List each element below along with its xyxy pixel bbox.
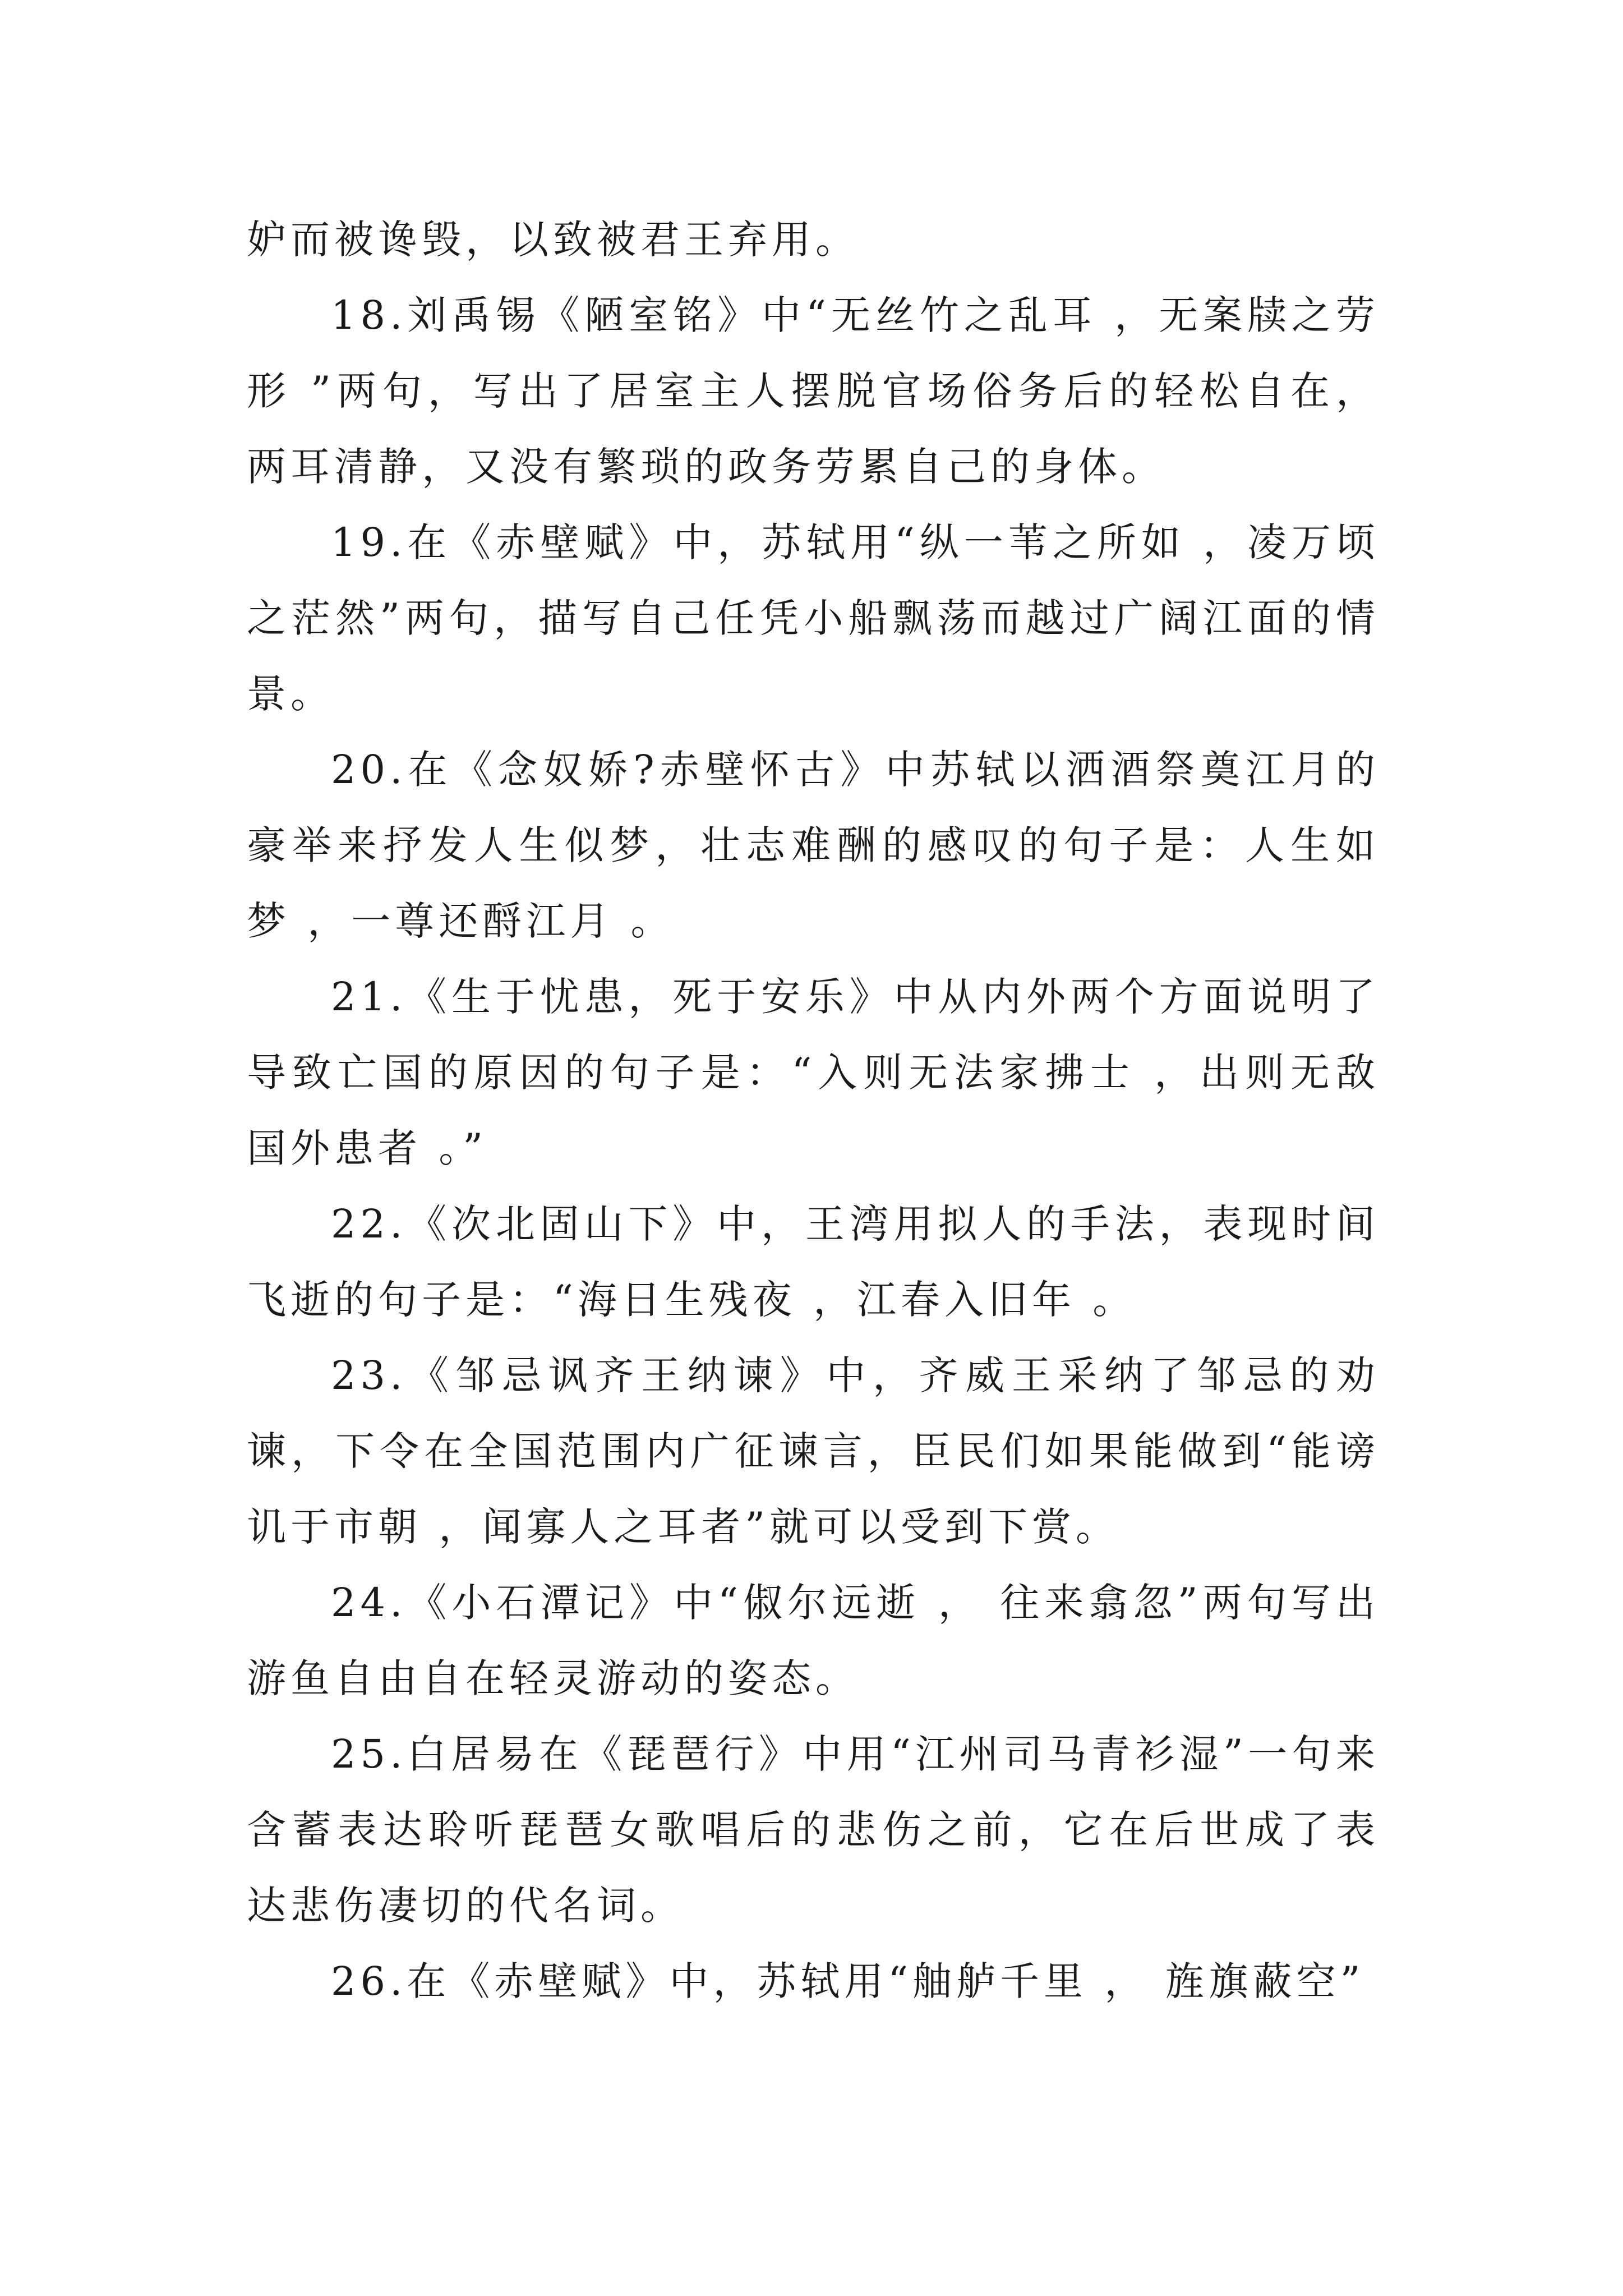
paragraph-continuation: 妒而被谗毁，以致被君王弃用。 [247,217,859,263]
paragraph-item-24: 24.《小石潭记》中“俶尔远逝 ， 往来翕忽”两句写出游鱼自由自在轻灵游动的姿态。 [247,1580,1380,1701]
document-body [247,202,1380,2019]
paragraph-item-26: 26.在《赤壁赋》中，苏轼用“舳舻千里 ， 旌旗蔽空” [331,1958,1365,2004]
paragraph-item-20: 20.在《念奴娇?赤壁怀古》中苏轼以洒酒祭奠江月的豪举来抒发人生似梦，壮志难酬的感叹的句子是：人生如梦 ，一尊还酹江月 。 [247,747,1380,944]
paragraph-item-19: 19.在《赤壁赋》中，苏轼用“纵一苇之所如 ，凌万顷之茫然”两句，描写自己任凭小船飘荡而越过广阔江面的情景。 [247,519,1380,717]
paragraph-item-18: 18.刘禹锡《陋室铭》中“无丝竹之乱耳 ，无案牍之劳形 ”两句，写出了居室主人摆脱官场俗务后的轻松自在，两耳清静，又没有繁琐的政务劳累自己的身体。 [247,292,1380,490]
paragraph-item-25: 25.白居易在《琵琶行》中用“江州司马青衫湿”一句来含蓄表达聆听琵琶女歌唱后的悲伤之前，它在后世成了表达悲伤凄切的代名词。 [247,1731,1380,1929]
paragraph-item-22: 22.《次北固山下》中，王湾用拟人的手法，表现时间飞逝的句子是：“海日生残夜 ，江春入旧年 。 [247,1201,1380,1323]
paragraph-item-23: 23.《邹忌讽齐王纳谏》中，齐威王采纳了邹忌的劝谏，下令在全国范围内广征谏言，臣民们如果能做到“能谤讥于市朝 ，闻寡人之耳者”就可以受到下赏。 [247,1352,1380,1550]
paragraph-item-21: 21.《生于忧患，死于安乐》中从内外两个方面说明了导致亡国的原因的句子是：“入则无法家拂士 ，出则无敌国外患者 。” [247,974,1380,1171]
